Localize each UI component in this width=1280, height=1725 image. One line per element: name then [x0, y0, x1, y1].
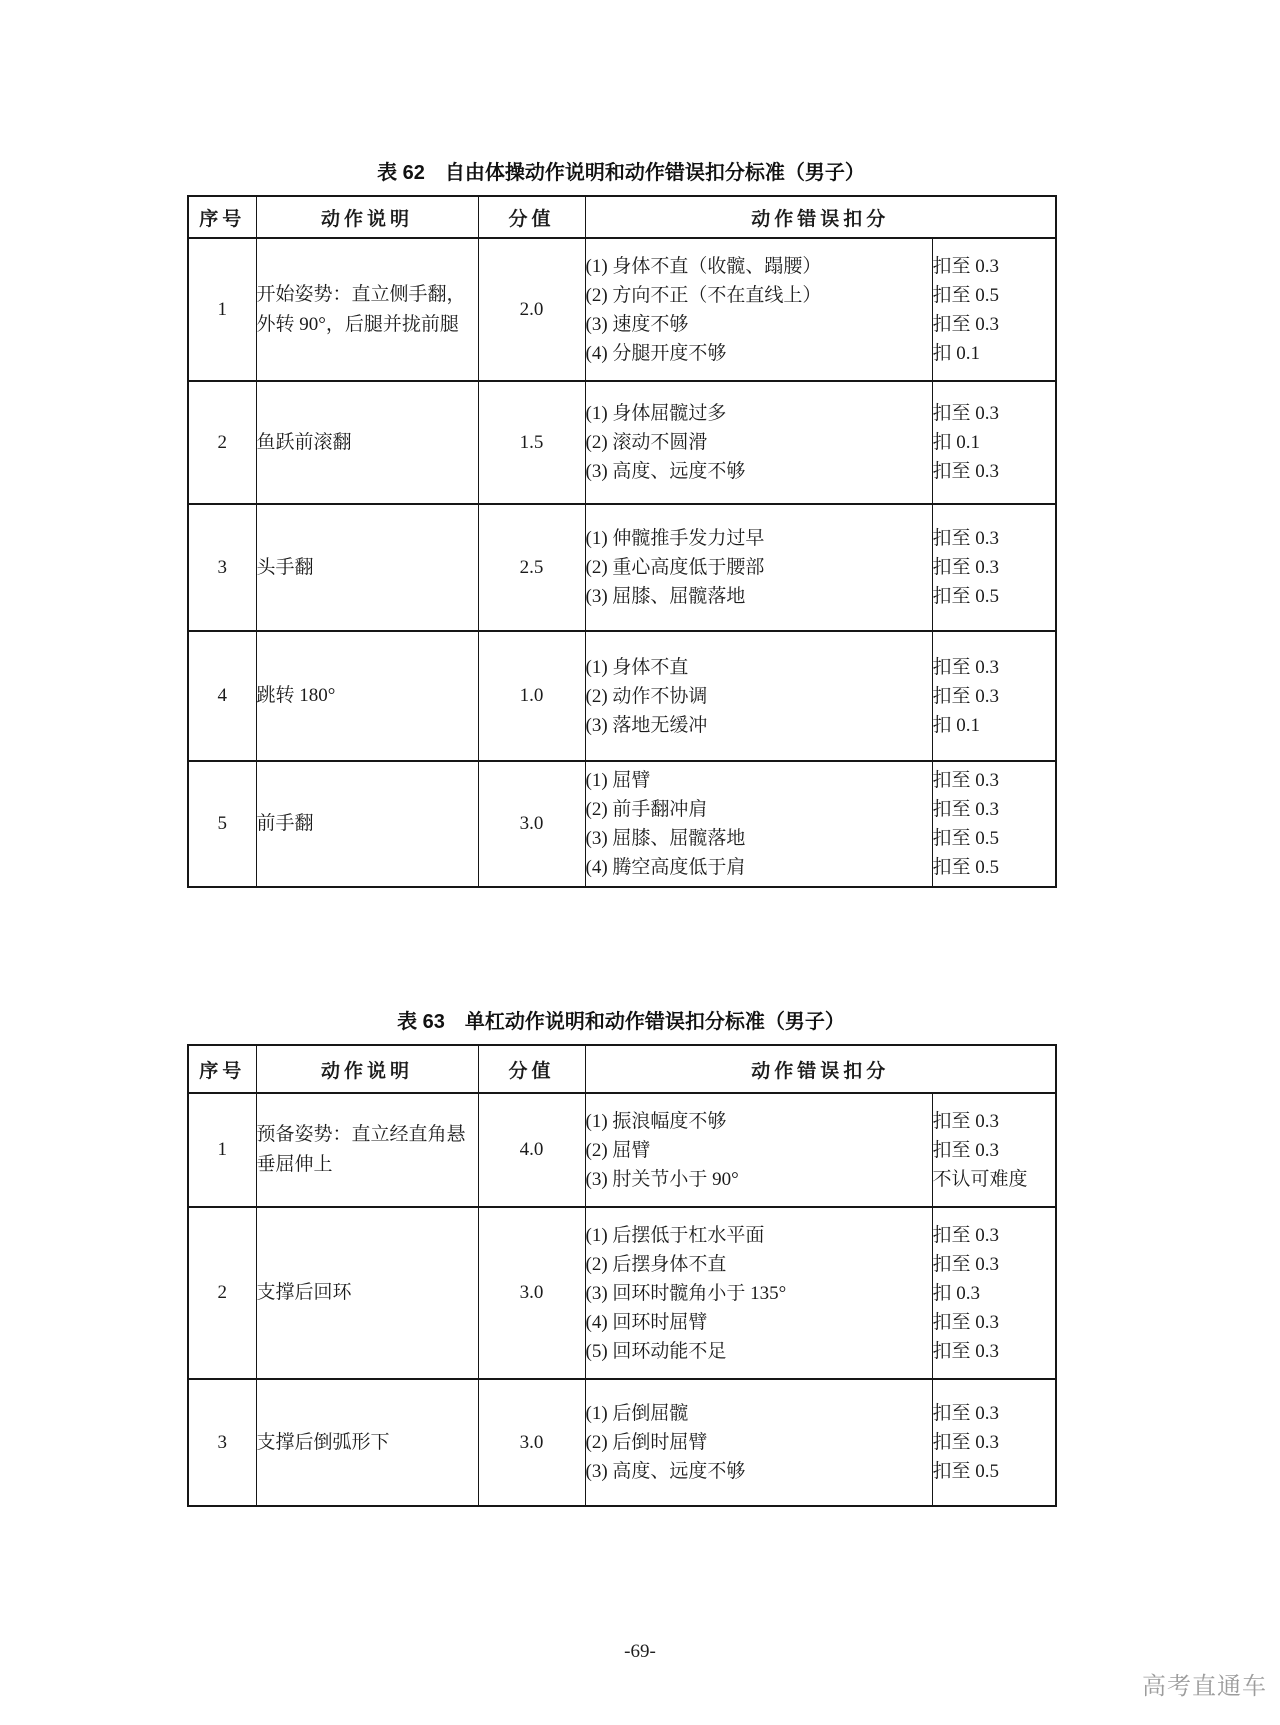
header-errors: 动作错误扣分 [585, 196, 1056, 238]
row-desc: 预备姿势：直立经直角悬垂屈伸上 [256, 1093, 478, 1207]
error-item: (3) 回环时髋角小于 135° [585, 1282, 787, 1304]
deduction-item: 扣至 0.5 [932, 828, 1000, 849]
row-seq: 2 [188, 381, 256, 504]
table-title: 表 62 自由体操动作说明和动作错误扣分标准（男子） [377, 162, 865, 184]
error-list [585, 1093, 932, 1207]
row-desc: 开始姿势：直立侧手翻，外转 90°，后腿并拢前腿 [256, 238, 478, 381]
header-errors: 动作错误扣分 [585, 1045, 1056, 1093]
table-row [188, 1207, 1056, 1379]
header-score: 分值 [478, 1045, 585, 1093]
deduction-list [932, 504, 1056, 631]
error-item: (1) 伸髋推手发力过早 [585, 528, 765, 549]
error-item: (5) 回环动能不足 [585, 1340, 727, 1362]
row-seq: 5 [188, 761, 256, 887]
row-score: 3.0 [478, 761, 585, 887]
deduction-item: 不认可难度 [932, 1168, 1028, 1190]
header-desc: 动作说明 [256, 196, 478, 238]
row-seq: 1 [188, 1093, 256, 1207]
error-item: (3) 肘关节小于 90° [585, 1168, 739, 1190]
table-row [188, 1093, 1056, 1207]
row-desc: 前手翻 [256, 761, 478, 887]
error-item: (2) 动作不协调 [585, 685, 708, 707]
deduction-list [932, 631, 1056, 761]
row-seq: 2 [188, 1207, 256, 1379]
deduction-list [932, 761, 1056, 887]
header-seq: 序号 [188, 196, 256, 238]
deduction-item: 扣 0.1 [932, 342, 981, 364]
deduction-list [932, 238, 1056, 381]
table-row [188, 381, 1056, 504]
deduction-list [932, 1093, 1056, 1207]
error-item: (1) 身体不直 [585, 656, 689, 678]
deduction-item: 扣至 0.3 [932, 1311, 1000, 1333]
error-item: (1) 身体屈髋过多 [585, 403, 727, 424]
deduction-item: 扣至 0.3 [932, 528, 1000, 549]
deduction-item: 扣至 0.3 [932, 685, 1000, 707]
deduction-item: 扣至 0.3 [932, 770, 1000, 791]
watermark: 高考直通车 [1142, 1674, 1267, 1700]
deduction-item: 扣至 0.3 [932, 1403, 1000, 1424]
rubric-table [187, 1044, 1057, 1507]
error-list [585, 631, 932, 761]
row-seq: 1 [188, 238, 256, 381]
table-header-row [188, 196, 1056, 238]
error-item: (2) 前手翻冲肩 [585, 799, 708, 820]
error-item: (2) 屈臂 [585, 1139, 651, 1161]
error-item: (1) 后倒屈髋 [585, 1403, 689, 1424]
row-desc: 跳转 180° [256, 631, 478, 761]
error-list [585, 238, 932, 381]
deduction-item: 扣至 0.3 [932, 403, 1000, 424]
error-item: (1) 身体不直（收髋、蹋腰） [585, 255, 822, 277]
row-score: 1.5 [478, 381, 585, 504]
table-title: 表 63 单杠动作说明和动作错误扣分标准（男子） [397, 1011, 845, 1033]
table-header-row [188, 1045, 1056, 1093]
header-seq: 序号 [188, 1045, 256, 1093]
deduction-item: 扣至 0.3 [932, 1110, 1000, 1132]
error-item: (1) 后摆低于杠水平面 [585, 1224, 765, 1246]
error-item: (3) 速度不够 [585, 313, 689, 335]
table-row [188, 504, 1056, 631]
error-item: (4) 回环时屈臂 [585, 1311, 708, 1333]
deduction-item: 扣至 0.3 [932, 1432, 1000, 1453]
row-desc: 鱼跃前滚翻 [256, 381, 478, 504]
error-item: (4) 分腿开度不够 [585, 342, 727, 364]
deduction-item: 扣至 0.5 [932, 1461, 1000, 1482]
error-item: (2) 方向不正（不在直线上） [585, 284, 822, 306]
rubric-table-section [187, 160, 1055, 888]
row-seq: 3 [188, 1379, 256, 1506]
deduction-item: 扣至 0.5 [932, 586, 1000, 607]
row-score: 2.0 [478, 238, 585, 381]
deduction-item: 扣 0.3 [932, 1282, 981, 1304]
deduction-list [932, 1379, 1056, 1506]
header-score: 分值 [478, 196, 585, 238]
row-seq: 4 [188, 631, 256, 761]
deduction-item: 扣至 0.3 [932, 1139, 1000, 1161]
row-score: 1.0 [478, 631, 585, 761]
row-score: 3.0 [478, 1379, 585, 1506]
row-desc: 支撑后回环 [256, 1207, 478, 1379]
error-list [585, 504, 932, 631]
error-item: (3) 高度、远度不够 [585, 1461, 746, 1482]
error-item: (3) 高度、远度不够 [585, 461, 746, 482]
deduction-item: 扣至 0.3 [932, 557, 1000, 578]
error-list [585, 1207, 932, 1379]
table-row [188, 1379, 1056, 1506]
table-body [188, 1093, 1056, 1506]
rubric-table [187, 195, 1057, 888]
row-score: 4.0 [478, 1093, 585, 1207]
table-row [188, 238, 1056, 381]
error-item: (2) 后摆身体不直 [585, 1253, 727, 1275]
table-body [188, 238, 1056, 887]
row-desc: 支撑后倒弧形下 [256, 1379, 478, 1506]
deduction-item: 扣 0.1 [932, 432, 981, 453]
error-item: (3) 落地无缓冲 [585, 714, 708, 736]
table-row [188, 631, 1056, 761]
error-list [585, 761, 932, 887]
error-list [585, 381, 932, 504]
error-item: (2) 后倒时屈臂 [585, 1432, 708, 1453]
error-item: (2) 滚动不圆滑 [585, 432, 708, 453]
error-item: (4) 腾空高度低于肩 [585, 857, 746, 878]
page-number: -69- [624, 1641, 656, 1662]
error-item: (1) 振浪幅度不够 [585, 1110, 727, 1132]
table-row [188, 761, 1056, 887]
deduction-item: 扣至 0.3 [932, 461, 1000, 482]
error-item: (3) 屈膝、屈髋落地 [585, 828, 746, 849]
deduction-item: 扣至 0.5 [932, 857, 1000, 878]
row-seq: 3 [188, 504, 256, 631]
rubric-table-section [187, 1009, 1055, 1507]
deduction-item: 扣至 0.3 [932, 656, 1000, 678]
deduction-item: 扣至 0.5 [932, 284, 1000, 306]
error-item: (1) 屈臂 [585, 770, 651, 791]
error-list [585, 1379, 932, 1506]
row-score: 3.0 [478, 1207, 585, 1379]
deduction-item: 扣至 0.3 [932, 799, 1000, 820]
deduction-list [932, 1207, 1056, 1379]
deduction-item: 扣至 0.3 [932, 313, 1000, 335]
header-desc: 动作说明 [256, 1045, 478, 1093]
row-score: 2.5 [478, 504, 585, 631]
deduction-item: 扣至 0.3 [932, 1224, 1000, 1246]
deduction-item: 扣至 0.3 [932, 1340, 1000, 1362]
deduction-item: 扣 0.1 [932, 714, 981, 736]
deduction-list [932, 381, 1056, 504]
deduction-item: 扣至 0.3 [932, 255, 1000, 277]
row-desc: 头手翻 [256, 504, 478, 631]
error-item: (3) 屈膝、屈髋落地 [585, 586, 746, 607]
error-item: (2) 重心高度低于腰部 [585, 557, 765, 578]
deduction-item: 扣至 0.3 [932, 1253, 1000, 1275]
